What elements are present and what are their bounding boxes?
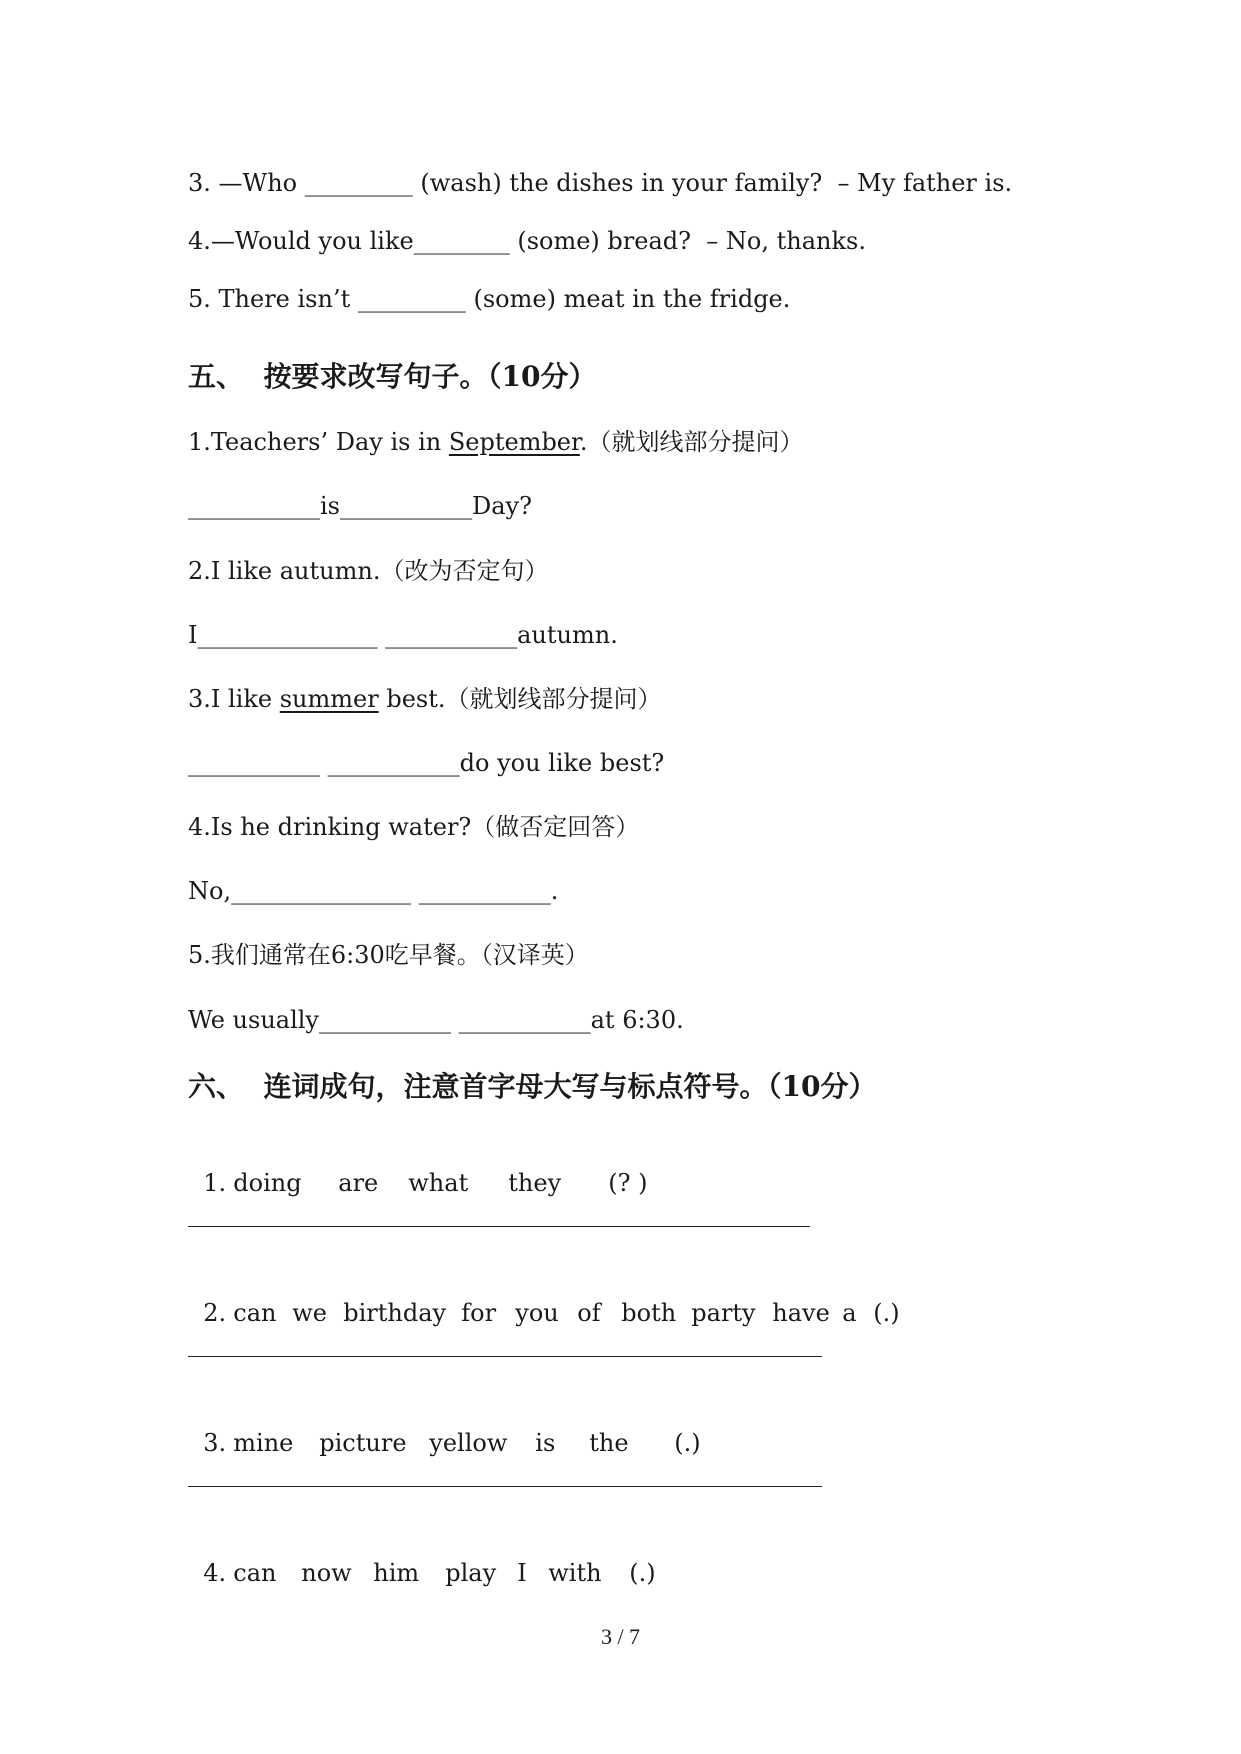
section-5-title: 五、 按要求改写句子。（10分） <box>188 360 597 393</box>
section-6-title: 六、 连词成句，注意首字母大写与标点符号。（10分） <box>188 1070 877 1103</box>
rewrite-question-5: 5.我们通常在6:30吃早餐。（汉译英） <box>188 941 589 969</box>
answer-line-3 <box>188 1486 822 1487</box>
rewrite-answer-4: No,_______________ ___________. <box>188 877 559 905</box>
word-order-question-3: 3. mine picture yellow is the (.) <box>203 1429 701 1457</box>
underlined-word: September <box>448 428 580 456</box>
fill-question-3: 3. —Who _________ (wash) the dishes in your family? – My father is. <box>188 169 1013 197</box>
word-order-question-1: 1. doing are what they (? ) <box>203 1169 648 1197</box>
underlined-word: summer <box>279 685 379 713</box>
fill-question-5: 5. There isn’t _________ (some) meat in the fridge. <box>188 285 791 313</box>
rewrite-question-3: 3.I like summer best.（就划线部分提问） <box>188 685 662 713</box>
page-number: 3 / 7 <box>600 1624 641 1649</box>
rewrite-answer-3: ___________ ___________do you like best? <box>188 749 665 777</box>
word-order-question-4: 4. can now him play I with (.) <box>203 1559 656 1587</box>
rewrite-answer-2: I_______________ ___________autumn. <box>188 621 618 649</box>
fill-question-4: 4.—Would you like________ (some) bread? – No, thanks. <box>188 227 866 255</box>
answer-line-1 <box>188 1226 810 1227</box>
rewrite-answer-5: We usually___________ ___________at 6:30. <box>188 1006 684 1034</box>
word-order-question-2: 2. can we birthday for you of both party have a (.) <box>203 1299 900 1327</box>
rewrite-question-2: 2.I like autumn.（改为否定句） <box>188 557 549 585</box>
rewrite-question-1: 1.Teachers’ Day is in September.（就划线部分提问） <box>188 428 804 456</box>
answer-line-2 <box>188 1356 822 1357</box>
rewrite-answer-1: ___________is___________Day? <box>188 492 532 520</box>
rewrite-question-4: 4.Is he drinking water?（做否定回答） <box>188 813 640 841</box>
